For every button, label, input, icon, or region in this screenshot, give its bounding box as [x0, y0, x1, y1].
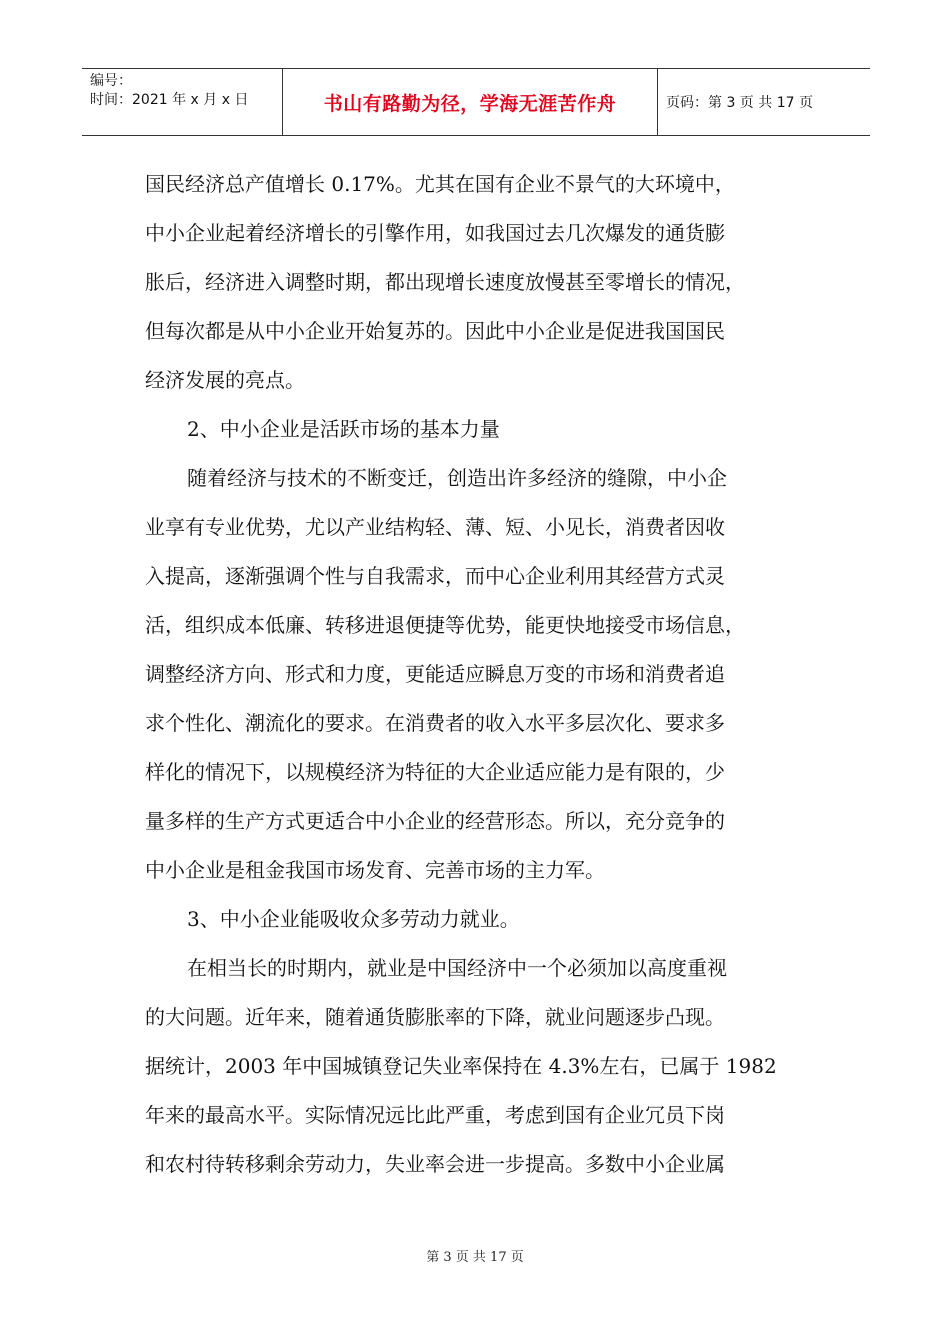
body-line: 业享有专业优势，尤以产业结构轻、薄、短、小见长，消费者因收 — [145, 515, 725, 539]
body-line: 活，组织成本低廉、转移进退便捷等优势，能更快地接受市场信息， — [145, 613, 745, 637]
body-line: 样化的情况下，以规模经济为特征的大企业适应能力是有限的，少 — [145, 760, 725, 784]
body-line: 胀后，经济进入调整时期，都出现增长速度放慢甚至零增长的情况， — [145, 270, 745, 294]
section-heading: 2、中小企业是活跃市场的基本力量 — [187, 417, 500, 441]
header-motto: 书山有路勤为径，学海无涯苦作舟 — [323, 92, 617, 115]
body-line: 入提高，逐渐强调个性与自我需求，而中心企业利用其经营方式灵 — [145, 564, 725, 588]
section-heading: 3、中小企业能吸收众多劳动力就业。 — [187, 907, 520, 931]
body-line: 据统计，2003 年中国城镇登记失业率保持在 4.3%左右，已属于 1982 — [145, 1054, 777, 1078]
document-number-label: 编号： — [90, 73, 132, 89]
body-line: 中小企业起着经济增长的引擎作用，如我国过去几次爆发的通货膨 — [145, 221, 725, 245]
page-footer: 第 3 页 共 17 页 — [426, 1250, 524, 1265]
header-motto-cell — [282, 69, 658, 135]
body-line: 但每次都是从中小企业开始复苏的。因此中小企业是促进我国国民 — [145, 319, 725, 343]
document-date-label: 时间：2021 年 x 月 x 日 — [90, 92, 249, 108]
body-line: 中小企业是租金我国市场发育、完善市场的主力军。 — [145, 858, 605, 882]
header-page-cell — [658, 69, 870, 135]
body-line: 在相当长的时期内，就业是中国经济中一个必须加以高度重视 — [187, 956, 727, 980]
body-line: 国民经济总产值增长 0.17%。尤其在国有企业不景气的大环境中， — [145, 172, 735, 196]
body-line: 经济发展的亮点。 — [145, 368, 305, 392]
body-line: 求个性化、潮流化的要求。在消费者的收入水平多层次化、要求多 — [145, 711, 725, 735]
header-page-info: 页码：第 3 页 共 17 页 — [666, 95, 813, 111]
body-line: 年来的最高水平。实际情况远比此严重，考虑到国有企业冗员下岗 — [145, 1103, 725, 1127]
body-line: 量多样的生产方式更适合中小企业的经营形态。所以，充分竞争的 — [145, 809, 725, 833]
document-header — [82, 68, 870, 136]
document-body — [145, 160, 815, 1189]
body-line: 随着经济与技术的不断变迁，创造出许多经济的缝隙，中小企 — [187, 466, 727, 490]
body-line: 调整经济方向、形式和力度，更能适应瞬息万变的市场和消费者追 — [145, 662, 725, 686]
body-line: 的大问题。近年来，随着通货膨胀率的下降，就业问题逐步凸现。 — [145, 1005, 725, 1029]
body-line: 和农村待转移剩余劳动力，失业率会进一步提高。多数中小企业属 — [145, 1152, 725, 1176]
header-meta-cell — [82, 69, 282, 135]
